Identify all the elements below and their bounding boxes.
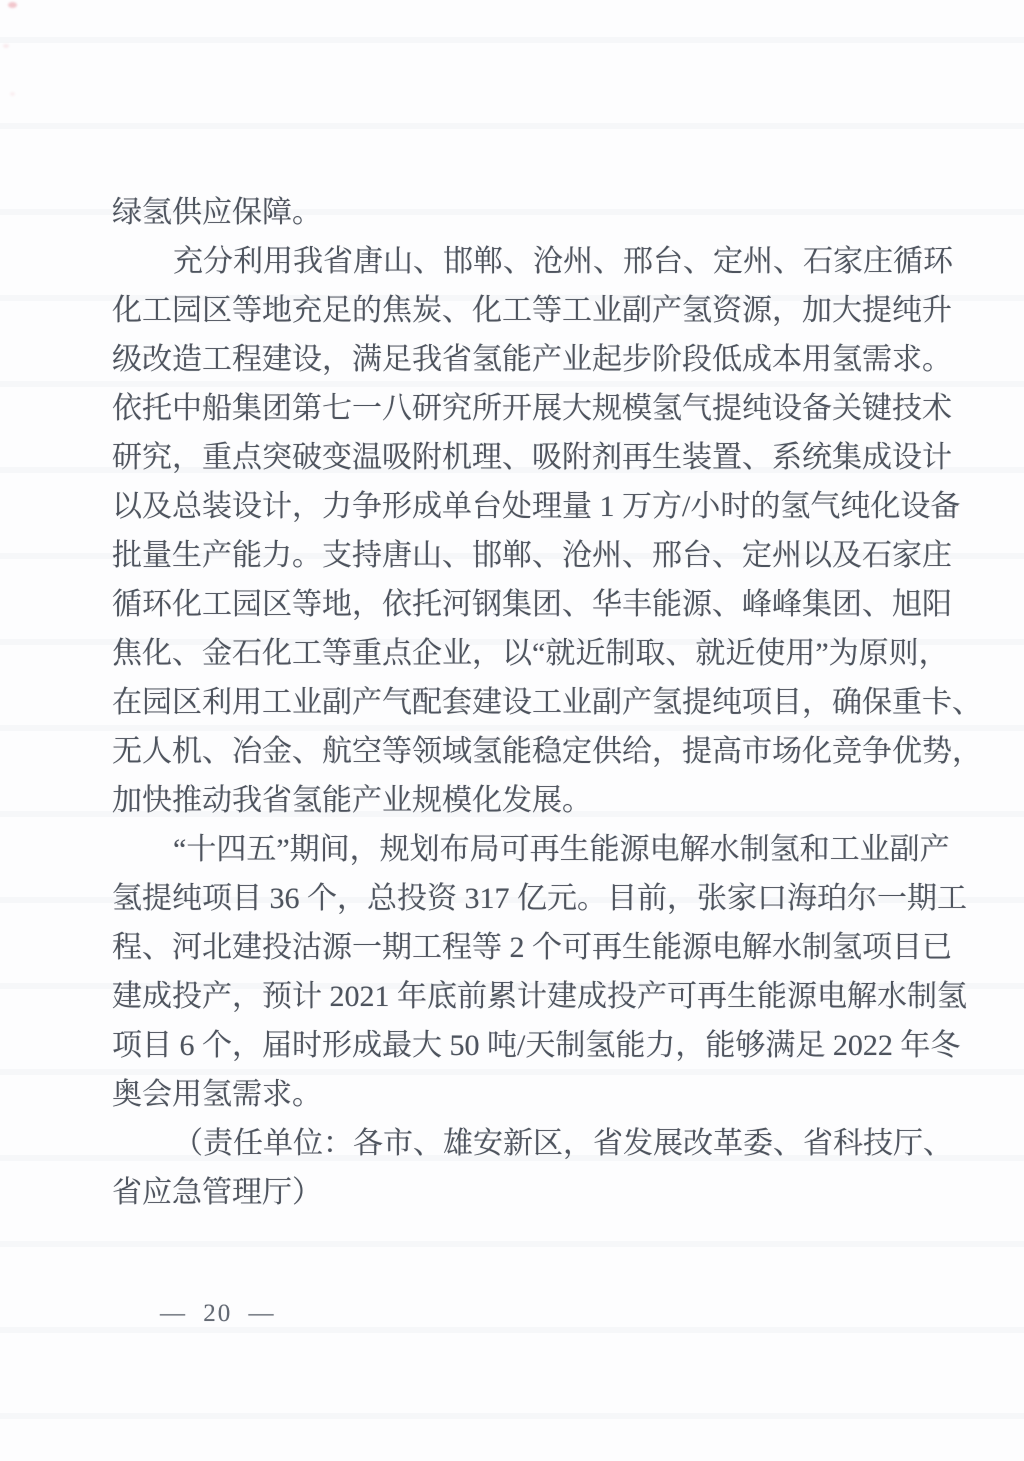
text-line: 级改造工程建设，满足我省氢能产业起步阶段低成本用氢需求。 — [112, 343, 952, 376]
text-line: 省应急管理厅） — [112, 1176, 322, 1209]
text-line: 以及总装设计，力争形成单台处理量 1 万方/小时的氢气纯化设备 — [112, 490, 961, 523]
text-line: 加快推动我省氢能产业规模化发展。 — [112, 784, 592, 817]
text-line: 在园区利用工业副产气配套建设工业副产氢提纯项目，确保重卡、 — [112, 686, 982, 719]
text-line: 建成投产，预计 2021 年底前累计建成投产可再生能源电解水制氢 — [112, 980, 967, 1013]
text-line: 绿氢供应保障。 — [112, 196, 322, 229]
text-line: 项目 6 个，届时形成最大 50 吨/天制氢能力，能够满足 2022 年冬 — [112, 1029, 961, 1062]
page-number-text: — 20 — — [160, 1300, 276, 1327]
text-line: 奥会用氢需求。 — [112, 1078, 322, 1111]
scan-speckle-artifact — [8, 2, 17, 8]
page-number — [160, 1300, 276, 1328]
text-line: （责任单位：各市、雄安新区，省发展改革委、省科技厅、 — [173, 1127, 953, 1160]
text-line: 焦化、金石化工等重点企业，以“就近制取、就近使用”为原则， — [112, 637, 949, 670]
scan-speckle-artifact — [10, 92, 15, 96]
document-body-text — [112, 188, 982, 1217]
text-line: 研究，重点突破变温吸附机理、吸附剂再生装置、系统集成设计 — [112, 441, 952, 474]
text-line: 循环化工园区等地，依托河钢集团、华丰能源、峰峰集团、旭阳 — [112, 588, 952, 621]
text-line: 批量生产能力。支持唐山、邯郸、沧州、邢台、定州以及石家庄 — [112, 539, 952, 572]
text-line: 充分利用我省唐山、邯郸、沧州、邢台、定州、石家庄循环 — [173, 245, 953, 278]
scan-speckle-artifact — [3, 44, 9, 48]
text-line: “十四五”期间，规划布局可再生能源电解水制氢和工业副产 — [173, 833, 950, 866]
text-line: 依托中船集团第七一八研究所开展大规模氢气提纯设备关键技术 — [112, 392, 952, 425]
text-line: 化工园区等地充足的焦炭、化工等工业副产氢资源，加大提纯升 — [112, 294, 952, 327]
text-line: 氢提纯项目 36 个，总投资 317 亿元。目前，张家口海珀尔一期工 — [112, 882, 967, 915]
text-line: 程、河北建投沽源一期工程等 2 个可再生能源电解水制氢项目已 — [112, 931, 952, 964]
text-line: 无人机、冶金、航空等领域氢能稳定供给，提高市场化竞争优势， — [112, 735, 982, 768]
